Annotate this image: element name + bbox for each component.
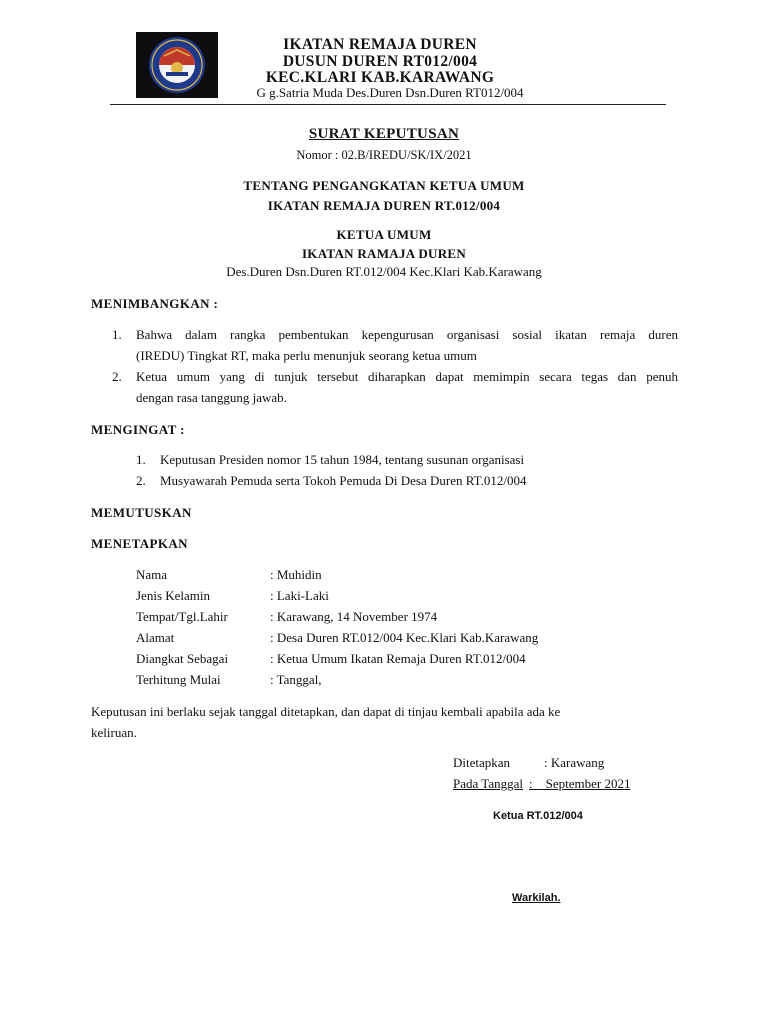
field-label-tempat-tgl-lahir: Tempat/Tgl.Lahir [136, 609, 228, 624]
decree-subject-line-2: IKATAN REMAJA DUREN RT.012/004 [267, 198, 501, 213]
field-value-terhitung-mulai: : Tanggal, [270, 672, 322, 687]
org-name-line-3: KEC.KLARI KAB.KARAWANG [265, 69, 495, 86]
issuer-line-2: IKATAN RAMAJA DUREN [301, 246, 467, 261]
menimbang-item-2-line-2: dengan rasa tanggung jawab. [136, 390, 287, 405]
field-label-jenis-kelamin: Jenis Kelamin [136, 588, 211, 603]
field-value-diangkat-sebagai: : Ketua Umum Ikatan Remaja Duren RT.012/004 [270, 651, 526, 666]
mengingat-item-1-number: 1. [136, 452, 146, 467]
mengingat-item-2-text: Musyawarah Pemuda serta Tokoh Pemuda Di Desa Duren RT.012/004 [160, 473, 527, 488]
menimbang-item-2-number: 2. [112, 369, 122, 384]
signature-date-value: : September 2021 [528, 776, 631, 791]
menimbang-item-2-line-1: Ketua umum yang di tunjuk tersebut diharapkan dapat memimpin secara tegas dan penuh [136, 369, 678, 384]
decree-subject-line-1: TENTANG PENGANGKATAN KETUA UMUM [243, 178, 525, 193]
org-name-line-2: DUSUN DUREN RT012/004 [282, 53, 478, 70]
field-value-nama: : Muhidin [270, 567, 322, 582]
menetapkan-heading: MENETAPKAN [91, 536, 188, 551]
mengingat-heading: MENGINGAT : [91, 422, 185, 437]
field-value-jenis-kelamin: : Laki-Laki [270, 588, 329, 603]
decree-number: Nomor : 02.B/IREDU/SK/IX/2021 [296, 148, 472, 162]
signature-place-value: : Karawang [544, 755, 605, 770]
issuer-address: Des.Duren Dsn.Duren RT.012/004 Kec.Klari Kab.Karawang [226, 264, 542, 279]
signature-date-line [453, 776, 659, 792]
memutuskan-heading: MEMUTUSKAN [91, 505, 192, 520]
mengingat-item-2-number: 2. [136, 473, 146, 488]
field-label-nama: Nama [136, 567, 168, 582]
closing-line-2: keliruan. [91, 725, 137, 740]
signatory-name: Warkilah. [512, 892, 561, 904]
issuer-line-1: KETUA UMUM [336, 227, 432, 242]
menimbang-item-1-number: 1. [112, 327, 122, 342]
closing-line-1: Keputusan ini berlaku sejak tanggal ditetapkan, dan dapat di tinjau kembali apabila ada ke [91, 704, 561, 719]
field-label-alamat: Alamat [136, 630, 175, 645]
menimbang-item-1-line-1: Bahwa dalam rangka pembentukan kepengurusan organisasi sosial ikatan remaja duren [136, 327, 678, 342]
field-value-alamat: : Desa Duren RT.012/004 Kec.Klari Kab.Karawang [270, 630, 539, 645]
field-label-diangkat-sebagai: Diangkat Sebagai [136, 651, 229, 666]
org-name-line-1: IKATAN REMAJA DUREN [283, 36, 477, 53]
letterhead-divider [110, 104, 666, 105]
signatory-position: Ketua RT.012/004 [493, 810, 583, 822]
decree-title: SURAT KEPUTUSAN [308, 126, 460, 142]
signature-date-label: Pada Tanggal [453, 776, 523, 791]
mengingat-item-1-text: Keputusan Presiden nomor 15 tahun 1984, tentang susunan organisasi [160, 452, 525, 467]
signature-place-label: Ditetapkan [453, 755, 511, 770]
field-value-tempat-tgl-lahir: : Karawang, 14 November 1974 [270, 609, 438, 624]
field-label-terhitung-mulai: Terhitung Mulai [136, 672, 221, 687]
letterhead-address: G g.Satria Muda Des.Duren Dsn.Duren RT012/004 [256, 85, 524, 100]
menimbang-item-1-line-2: (IREDU) Tingkat RT, maka perlu menunjuk seorang ketua umum [136, 348, 477, 363]
menimbang-heading: MENIMBANGKAN : [91, 296, 219, 311]
